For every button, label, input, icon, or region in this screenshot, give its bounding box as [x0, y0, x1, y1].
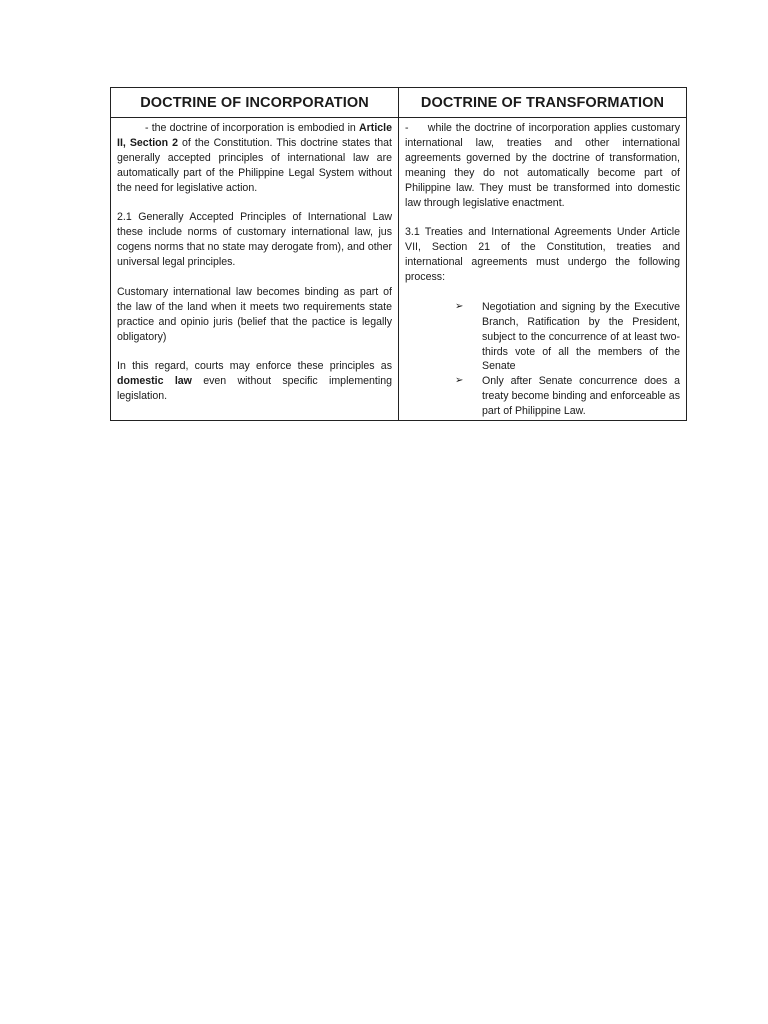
table-header-row: [111, 88, 686, 118]
list-item: [455, 374, 680, 419]
incorporation-paragraph-4: [117, 359, 392, 404]
bullet-text: Negotiation and signing by the Executive Branch, Ratification by the President, subject to the concurrence of at least two-thirds vote of all the members of the Senate: [482, 300, 680, 373]
table-body-row: [111, 118, 686, 420]
p4-text-a: In this regard, courts may enforce these principles as: [117, 360, 392, 373]
p4-bold-domestic-law: domestic law: [117, 375, 192, 388]
arrow-bullet-icon: ➢: [455, 375, 464, 387]
p1-text-b: of the Constitution. This doctrine states that generally accepted principles of international law are automatically part of the Philippine Legal System without the need for legislative action.: [117, 136, 392, 194]
header-incorporation: DOCTRINE OF INCORPORATION: [111, 88, 399, 117]
arrow-bullet-icon: ➢: [455, 300, 464, 312]
p1-bold-article: Article II, Section 2: [117, 122, 392, 149]
header-transformation: DOCTRINE OF TRANSFORMATION: [420, 94, 665, 111]
incorporation-cell: [111, 118, 399, 420]
incorporation-paragraph-3: Customary international law becomes binding as part of the law of the land when it meets two requirements state practice and opinio juris (belief that the pactice is legally obligatory): [117, 285, 392, 343]
list-item: [455, 300, 680, 375]
process-bullet-list: [405, 300, 680, 419]
transformation-paragraph-2: 3.1 Treaties and International Agreements Under Article VII, Section 21 of the Constitution, treaties and international agreements must undergo the following process:: [405, 226, 680, 284]
incorporation-paragraph-2: 2.1 Generally Accepted Principles of International Law these include norms of customary international law, jus cogens norms that no state may derogate from), and other universal legal principles.: [117, 211, 392, 269]
incorporation-paragraph-1: [117, 121, 392, 196]
bullet-text: Only after Senate concurrence does a treaty become binding and enforceable as part of Philippine Law.: [482, 375, 680, 418]
transformation-paragraph-1: - while the doctrine of incorporation applies customary international law, treaties and other international agreements governed by the doctrine of transformation, meaning they do not automatically become part of Philippine law. They must be transformed into domestic law through legislative enactment.: [405, 122, 683, 209]
p4-text-b: even without specific implementing legislation.: [117, 375, 393, 403]
p1-text-a: - the doctrine of incorporation is embodied in: [145, 122, 360, 134]
doctrine-comparison-table: [110, 87, 687, 421]
transformation-cell: [399, 118, 686, 420]
